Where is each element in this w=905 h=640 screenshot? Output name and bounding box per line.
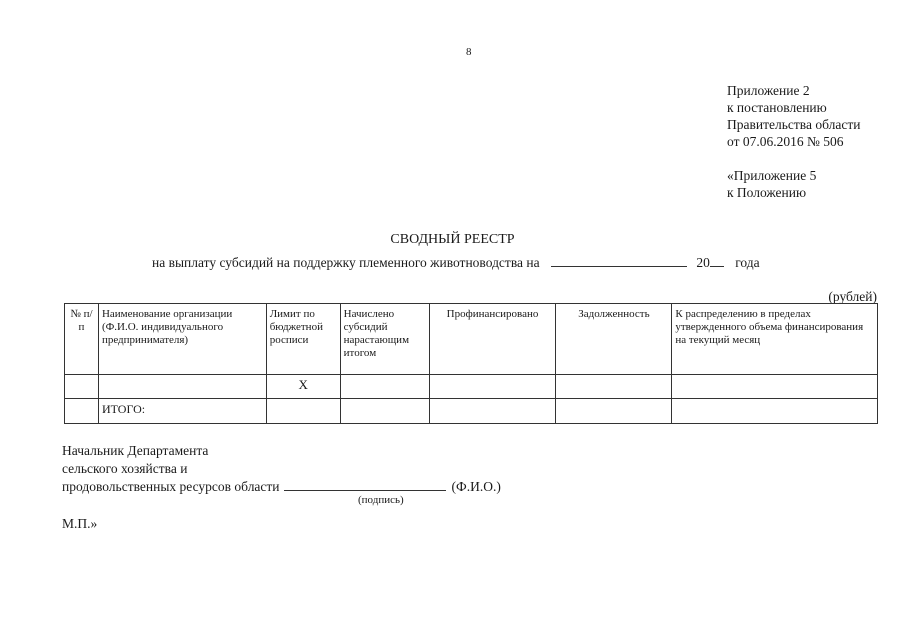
appendix-line: «Приложение 5 [727,168,817,183]
table-total-row [65,399,878,424]
table-cell [672,375,878,399]
signature-position: продовольственных ресурсов области [62,479,280,494]
currency-unit: (рублей) [828,289,877,304]
signature-blank-line [284,478,446,491]
table-cell [340,375,429,399]
header-financed: Профинансировано [429,304,556,375]
appendix-line: Приложение 2 [727,83,810,98]
year-suffix: года [735,255,760,270]
limit-mark-cell: Х [266,375,340,399]
document-subtitle [152,254,760,271]
header-distribution: К распределению в пределах утвержденного объема финансирования на текущий месяц [672,304,878,375]
table-cell [266,399,340,424]
signature-line: Начальник Департамента [62,443,209,458]
header-accrued: Начислено субсидий нарастающим итогом [340,304,429,375]
header-debt: Задолженность [556,304,672,375]
header-limit: Лимит по бюджетной росписи [266,304,340,375]
header-organization: Наименование организации (Ф.И.О. индивидуального предпринимателя) [98,304,266,375]
year-blank-line [710,254,724,267]
appendix-gap [727,150,860,167]
total-label: ИТОГО: [98,399,266,424]
stamp-place: М.П.» [62,516,98,531]
table-cell [556,375,672,399]
table-cell [429,375,556,399]
table-cell [429,399,556,424]
table-cell [65,375,99,399]
table-cell [672,399,878,424]
signature-caption: (подпись) [358,494,404,506]
date-blank-line [551,254,687,267]
header-number: № п/п [65,304,99,375]
appendix-line: Правительства области [727,117,861,132]
appendix-line: к постановлению [727,100,827,115]
table-cell [556,399,672,424]
table-row [65,375,878,399]
document-title: СВОДНЫЙ РЕЕСТР [390,232,515,247]
page-number: 8 [466,46,472,58]
appendix-line: к Положению [727,185,807,200]
table-cell [98,375,266,399]
signature-block [62,442,501,496]
signature-line: сельского хозяйства и [62,461,188,476]
registry-table [64,303,878,424]
subtitle-text: на выплату субсидий на поддержку племенного животноводства на [152,255,540,270]
appendix-header [727,82,860,201]
table-cell [65,399,99,424]
signature-line-with-field [62,478,501,496]
year-prefix: 20 [696,255,710,270]
table-header-row [65,304,878,375]
signature-fio: (Ф.И.О.) [451,479,501,494]
appendix-line: от 07.06.2016 № 506 [727,134,844,149]
table-cell [340,399,429,424]
